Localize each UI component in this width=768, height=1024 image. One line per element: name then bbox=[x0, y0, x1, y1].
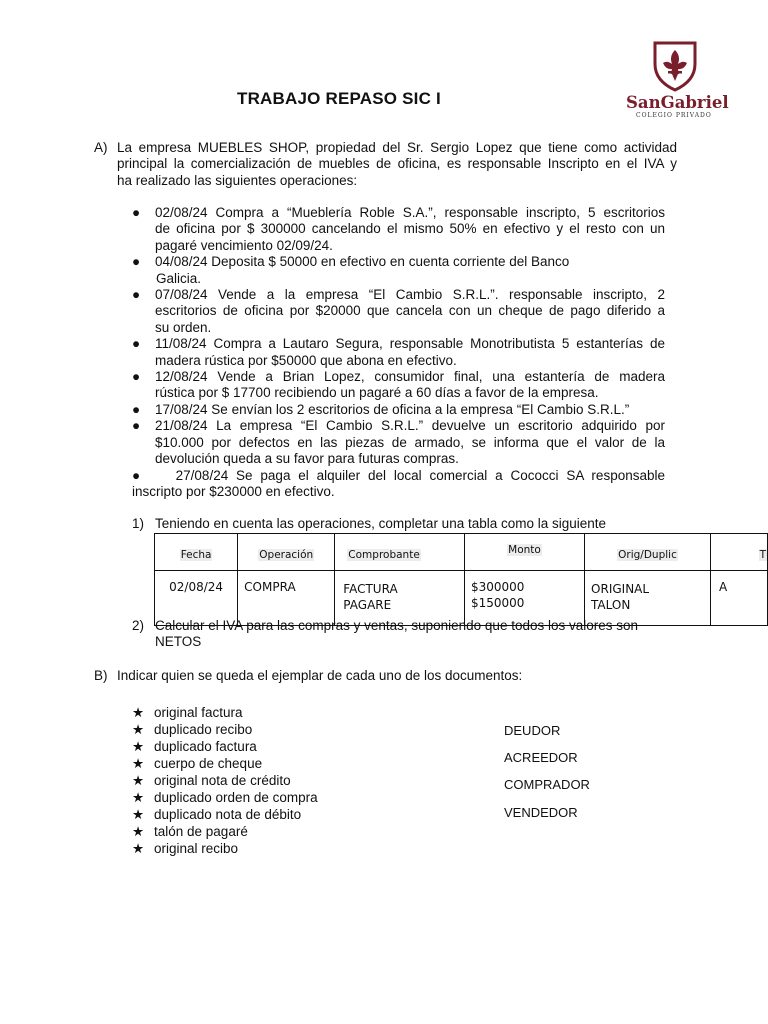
list-item bbox=[132, 468, 665, 501]
operations-list bbox=[132, 205, 665, 500]
star-icon: ★ bbox=[132, 807, 145, 822]
list-item: ★ duplicado orden de compra bbox=[132, 790, 318, 805]
list-item: ★ duplicado recibo bbox=[132, 722, 253, 737]
logo-name: SanGabriel bbox=[626, 93, 729, 112]
cell-t: A bbox=[710, 571, 767, 626]
cell-fecha: 02/08/24 bbox=[155, 571, 238, 626]
logo-subtitle: COLEGIO PRIVADO bbox=[636, 112, 712, 119]
operation-line: devolución queda a su favor para futuras compras. bbox=[155, 451, 459, 467]
list-item bbox=[132, 418, 665, 467]
operation-line: 17/08/24 Se envían los 2 escritorios de oficina a la empresa “El Cambio S.R.L.” bbox=[155, 401, 630, 417]
star-icon: ★ bbox=[132, 756, 145, 771]
bullet-icon: ● bbox=[132, 467, 145, 483]
list-item: ★ talón de pagaré bbox=[132, 824, 248, 839]
operation-line: 12/08/24 Vende a Brian Lopez, consumidor final, una estantería de madera bbox=[155, 369, 665, 385]
cell-monto: $300000 $150000 bbox=[464, 571, 584, 626]
list-item bbox=[132, 205, 665, 254]
list-item bbox=[132, 402, 665, 418]
intro-line: La empresa MUEBLES SHOP, propiedad del Sr. Sergio Lopez que tiene como actividad bbox=[117, 140, 677, 155]
bullet-icon: ● bbox=[132, 401, 141, 417]
intro-line: principal la comercialización de muebles de oficina, es responsable Inscripto en el IVA y bbox=[117, 156, 677, 172]
operation-line: 11/08/24 Compra a Lautaro Segura, responsable Monotributista 5 estanterías de bbox=[155, 336, 665, 352]
question-2-text: Calcular el IVA para las compras y ventas, suponiendo que todos los valores son NETOS bbox=[155, 618, 639, 650]
fleur-de-lis-shield-icon bbox=[622, 40, 728, 92]
section-b-text: Indicar quien se queda el ejemplar de cada uno de los documentos: bbox=[117, 668, 523, 683]
header-monto: Monto bbox=[464, 534, 584, 571]
document-title: TRABAJO REPASO SIC I bbox=[237, 89, 441, 108]
operation-line: 27/08/24 Se paga el alquiler del local comercial a Cococci SA responsable bbox=[175, 467, 665, 483]
operation-line: su orden. bbox=[155, 319, 212, 335]
list-item: ★ duplicado nota de débito bbox=[132, 807, 302, 822]
question-1-text: Teniendo en cuenta las operaciones, completar una tabla como la siguiente bbox=[155, 516, 607, 531]
header-orig-duplic: Orig/Duplic bbox=[585, 534, 711, 571]
operation-line: madera rústica por $50000 que abona en efectivo. bbox=[155, 352, 457, 368]
documents-list bbox=[132, 704, 318, 857]
list-item bbox=[132, 287, 665, 336]
cell-comprobante: FACTURA PAGARE bbox=[335, 571, 465, 626]
operation-line: 21/08/24 La empresa “El Cambio S.R.L.” devuelve un escritorio adquirido por bbox=[155, 418, 665, 434]
bullet-icon: ● bbox=[132, 369, 141, 385]
operation-line: pagaré vencimiento 02/09/24. bbox=[155, 237, 333, 253]
list-item: ★ original recibo bbox=[132, 841, 239, 856]
header-fecha: Fecha bbox=[155, 534, 238, 571]
role-vendedor: VENDEDOR bbox=[504, 805, 578, 820]
list-item bbox=[132, 254, 665, 287]
header-comprobante: Comprobante bbox=[335, 534, 465, 571]
school-logo bbox=[622, 40, 728, 124]
star-icon: ★ bbox=[132, 739, 145, 754]
star-icon: ★ bbox=[132, 773, 145, 788]
section-b-label: B) bbox=[94, 668, 108, 683]
bullet-icon: ● bbox=[132, 205, 141, 220]
list-item bbox=[132, 369, 665, 402]
star-icon: ★ bbox=[132, 722, 145, 737]
list-item: ★ cuerpo de cheque bbox=[132, 756, 263, 771]
operation-line: 07/08/24 Vende a la empresa “El Cambio S.R.L.”. responsable inscripto, 2 bbox=[155, 287, 665, 303]
role-acreedor: ACREEDOR bbox=[504, 750, 578, 765]
star-icon: ★ bbox=[132, 705, 145, 720]
intro-line: ha realizado las siguientes operaciones: bbox=[117, 172, 358, 188]
cell-operacion: COMPRA bbox=[238, 571, 335, 626]
operation-line: Galicia. bbox=[156, 270, 202, 286]
operation-line: 02/08/24 Compra a “Mueblería Roble S.A.”, responsable inscripto, 5 escritorios bbox=[155, 205, 665, 220]
role-deudor: DEUDOR bbox=[504, 723, 561, 738]
operation-line: $10.000 por defectos en las piezas de armado, se informa que el valor de la bbox=[155, 434, 665, 450]
star-icon: ★ bbox=[132, 790, 145, 805]
role-comprador: COMPRADOR bbox=[504, 777, 590, 792]
operation-line: 04/08/24 Deposita $ 50000 en efectivo en cuenta corriente del Banco bbox=[155, 254, 570, 270]
operation-line: inscripto por $230000 en efectivo. bbox=[132, 483, 335, 499]
header-operacion: Operación bbox=[238, 534, 335, 571]
table-header-row bbox=[155, 534, 768, 571]
cell-orig-duplic: ORIGINAL TALON bbox=[585, 571, 711, 626]
bullet-icon: ● bbox=[132, 254, 141, 270]
question-1-label: 1) bbox=[132, 516, 145, 531]
list-item: ★ original factura bbox=[132, 705, 243, 720]
section-a-label: A) bbox=[94, 140, 108, 155]
section-a-intro bbox=[117, 140, 677, 189]
list-item: ★ original nota de crédito bbox=[132, 773, 291, 788]
operations-table bbox=[154, 533, 768, 626]
bullet-icon: ● bbox=[132, 418, 141, 434]
operation-line: escritorios de oficina por $20000 que cancela con un cheque de pago diferido a bbox=[155, 303, 665, 319]
question-2-label: 2) bbox=[132, 618, 145, 633]
bullet-icon: ● bbox=[132, 336, 141, 352]
list-item bbox=[132, 336, 665, 369]
list-item: ★ duplicado factura bbox=[132, 739, 257, 754]
star-icon: ★ bbox=[132, 824, 145, 839]
operation-line: rústica por $ 17700 recibiendo un pagaré a 60 días a favor de la empresa. bbox=[155, 385, 599, 401]
operation-line: de oficina por $ 300000 cancelando el mismo 50% en efectivo y el resto con un bbox=[155, 221, 665, 237]
star-icon: ★ bbox=[132, 841, 145, 856]
header-t: T bbox=[710, 534, 767, 571]
bullet-icon: ● bbox=[132, 287, 141, 303]
